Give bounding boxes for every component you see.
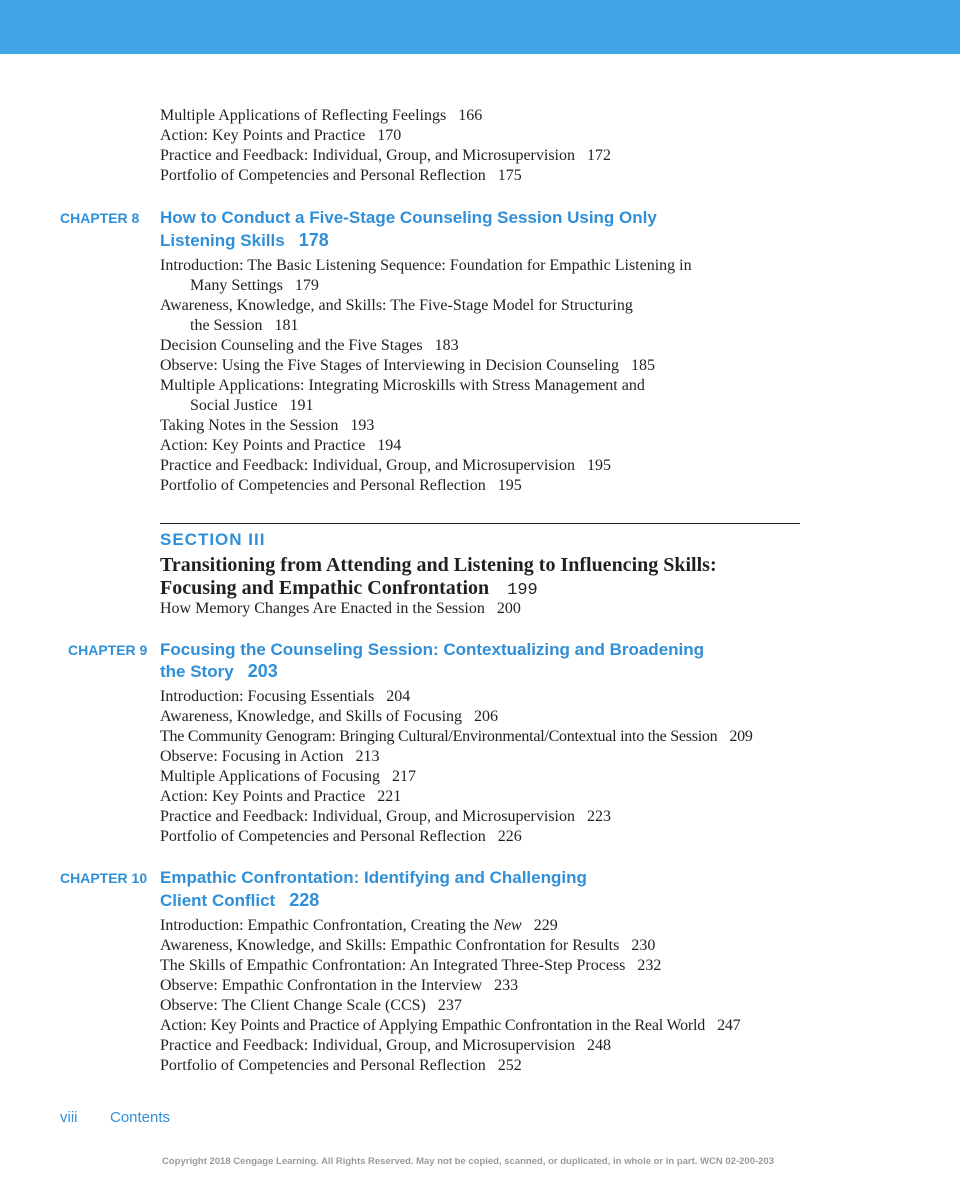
toc-entry[interactable]	[160, 956, 820, 976]
toc-entry-title: How Memory Changes Are Enacted in the Session	[160, 600, 485, 617]
toc-entry-title: Social Justice	[190, 397, 278, 414]
toc-entry[interactable]	[160, 166, 820, 186]
toc-entry[interactable]	[160, 126, 820, 146]
toc-entry[interactable]	[160, 787, 820, 807]
toc-entry-title: Observe: The Client Change Scale (CCS)	[160, 997, 426, 1014]
toc-entry-title: Portfolio of Competencies and Personal Reflection	[160, 1057, 486, 1074]
chapter-title-text: the Story	[160, 662, 234, 681]
toc-entry-title: Multiple Applications of Focusing	[160, 768, 380, 785]
toc-entry-continuation[interactable]	[160, 316, 850, 336]
chapter-8-title-line2[interactable]	[160, 229, 329, 252]
toc-entry-title: Observe: Using the Five Stages of Interviewing in Decision Counseling	[160, 357, 620, 374]
toc-entry[interactable]	[160, 376, 820, 396]
toc-entry-title: Action: Key Points and Practice	[160, 437, 366, 454]
toc-entry-page: 204	[386, 688, 411, 705]
toc-entry[interactable]	[160, 916, 820, 936]
copyright-notice: Copyright 2018 Cengage Learning. All Rights Reserved. May not be copied, scanned, or duplicated, in whole or in part. WCN 02-200-203	[162, 1156, 774, 1167]
toc-entry-title: The Skills of Empathic Confrontation: An Integrated Three-Step Process	[160, 957, 626, 974]
toc-entry-page: 195	[587, 457, 611, 474]
toc-entry-page: 170	[377, 127, 402, 144]
toc-entry-title: Portfolio of Competencies and Personal Reflection	[160, 477, 486, 494]
toc-entry-page: 221	[377, 788, 402, 805]
toc-entry[interactable]	[160, 296, 820, 316]
toc-entry[interactable]	[160, 1036, 820, 1056]
chapter-title-text: Listening Skills	[160, 231, 285, 250]
toc-entry[interactable]	[160, 436, 820, 456]
toc-entry-title: Practice and Feedback: Individual, Group, and Microsupervision	[160, 147, 575, 164]
toc-entry[interactable]	[160, 456, 820, 476]
toc-entry-continuation[interactable]	[160, 396, 850, 416]
toc-entry[interactable]	[160, 727, 820, 747]
chapter-10-label: CHAPTER 10	[60, 870, 148, 886]
toc-entry-title: Multiple Applications of Reflecting Feelings	[160, 107, 447, 124]
toc-entry-continuation[interactable]	[160, 276, 850, 296]
toc-entry[interactable]	[160, 256, 820, 276]
chapter-9-title-line2[interactable]	[160, 660, 278, 683]
toc-entry-page: 166	[458, 107, 483, 124]
toc-entry[interactable]	[160, 827, 820, 847]
toc-entry-page: 232	[637, 957, 662, 974]
toc-entry-title: Many Settings	[190, 277, 283, 294]
toc-entry-page: 206	[474, 708, 499, 725]
toc-entry-page: 223	[587, 808, 611, 825]
toc-entry-page: 226	[497, 828, 522, 845]
toc-entry-page: 175	[497, 167, 522, 184]
toc-entry-title: Awareness, Knowledge, and Skills: Empathic Confrontation for Results	[160, 937, 620, 954]
toc-entry[interactable]	[160, 687, 820, 707]
toc-entry-title: Action: Key Points and Practice of Applying Empathic Confrontation in the Real World	[160, 1017, 706, 1034]
toc-entry-title: Taking Notes in the Session	[160, 417, 339, 434]
toc-entry-title: Action: Key Points and Practice	[160, 127, 366, 144]
toc-entry-page: 179	[294, 277, 319, 294]
toc-entry-page: 172	[587, 147, 611, 164]
chapter-page: 203	[247, 661, 278, 681]
toc-entry-page: 217	[392, 768, 416, 785]
toc-entry[interactable]	[160, 767, 820, 787]
toc-entry-title: Introduction: Focusing Essentials	[160, 688, 375, 705]
toc-entry[interactable]	[160, 1056, 820, 1076]
toc-entry[interactable]	[160, 599, 820, 619]
toc-entry[interactable]	[160, 996, 820, 1016]
toc-entry[interactable]	[160, 106, 820, 126]
page-number: viii	[60, 1109, 78, 1126]
chapter-10-title-line1[interactable]: Empathic Confrontation: Identifying and Challenging	[160, 868, 587, 887]
header-bar	[0, 0, 960, 54]
toc-entry[interactable]	[160, 807, 820, 827]
toc-entry-page: 230	[631, 937, 656, 954]
toc-entry-page: 237	[437, 997, 462, 1014]
chapter-title-text: Client Conflict	[160, 891, 276, 910]
toc-entry-page: 195	[497, 477, 522, 494]
section-label: SECTION III	[160, 530, 266, 549]
toc-entry-title: Introduction: The Basic Listening Sequence: Foundation for Empathic Listening in	[160, 257, 692, 274]
toc-entry[interactable]	[160, 976, 820, 996]
toc-entry-page: 229	[533, 917, 558, 934]
toc-entry-page: 213	[355, 748, 380, 765]
chapter-10-title-line2[interactable]	[160, 889, 319, 912]
toc-entry[interactable]	[160, 707, 820, 727]
toc-entry-page: 200	[496, 600, 521, 617]
section-title-line1[interactable]: Transitioning from Attending and Listening to Influencing Skills:	[160, 554, 717, 576]
toc-entry-title: Practice and Feedback: Individual, Group, and Microsupervision	[160, 457, 575, 474]
running-footer-label: Contents	[110, 1109, 171, 1126]
toc-entry-page: 185	[631, 357, 656, 374]
toc-entry[interactable]	[160, 356, 820, 376]
toc-entry[interactable]	[160, 336, 820, 356]
toc-entry-title: Observe: Empathic Confrontation in the Interview	[160, 977, 483, 994]
toc-entry-page: 233	[494, 977, 519, 994]
toc-entry-page: 183	[434, 337, 459, 354]
toc-entry-page: 209	[729, 728, 753, 745]
toc-entry-title: The Community Genogram: Bringing Cultural/Environmental/Contextual into the Session	[160, 728, 718, 745]
section-page: 199	[507, 581, 538, 600]
chapter-9-label: CHAPTER 9	[68, 642, 148, 658]
toc-entry-title: Decision Counseling and the Five Stages	[160, 337, 423, 354]
toc-entry[interactable]	[160, 747, 820, 767]
toc-entry[interactable]	[160, 416, 820, 436]
toc-entry-title: Practice and Feedback: Individual, Group, and Microsupervision	[160, 1037, 575, 1054]
toc-entry[interactable]	[160, 1016, 820, 1036]
toc-entry-title-italic: New	[493, 917, 522, 934]
toc-entry-page: 181	[274, 317, 299, 334]
toc-entry-page: 252	[497, 1057, 522, 1074]
toc-entry[interactable]	[160, 936, 820, 956]
chapter-page: 228	[289, 890, 320, 910]
toc-entry-title: Introduction: Empathic Confrontation, Creating the	[160, 917, 494, 934]
toc-entry-page: 191	[289, 397, 314, 414]
toc-entry-title: Observe: Focusing in Action	[160, 748, 344, 765]
chapter-8-title-line1[interactable]: How to Conduct a Five-Stage Counseling Session Using Only	[160, 208, 657, 227]
chapter-page: 178	[298, 230, 329, 250]
chapter-9-title-line1[interactable]: Focusing the Counseling Session: Contextualizing and Broadening	[160, 640, 705, 659]
toc-entry-page: 248	[587, 1037, 611, 1054]
chapter-8-label: CHAPTER 8	[60, 210, 140, 226]
toc-entry-page: 193	[350, 417, 375, 434]
toc-entry-title: Awareness, Knowledge, and Skills of Focusing	[160, 708, 463, 725]
toc-entry-page: 194	[377, 437, 402, 454]
toc-entry-page: 247	[717, 1017, 741, 1034]
toc-entry[interactable]	[160, 146, 820, 166]
toc-entry-title: Practice and Feedback: Individual, Group, and Microsupervision	[160, 808, 575, 825]
toc-entry-title: the Session	[190, 317, 263, 334]
toc-entry-title: Action: Key Points and Practice	[160, 788, 366, 805]
toc-entry-title: Awareness, Knowledge, and Skills: The Five-Stage Model for Structuring	[160, 297, 633, 314]
toc-entry-title: Portfolio of Competencies and Personal Reflection	[160, 167, 486, 184]
toc-entry[interactable]	[160, 476, 820, 496]
section-title-text: Focusing and Empathic Confrontation	[160, 577, 490, 599]
toc-entry-title: Portfolio of Competencies and Personal Reflection	[160, 828, 486, 845]
toc-entry-title: Multiple Applications: Integrating Microskills with Stress Management and	[160, 377, 645, 394]
section-divider	[160, 523, 800, 524]
